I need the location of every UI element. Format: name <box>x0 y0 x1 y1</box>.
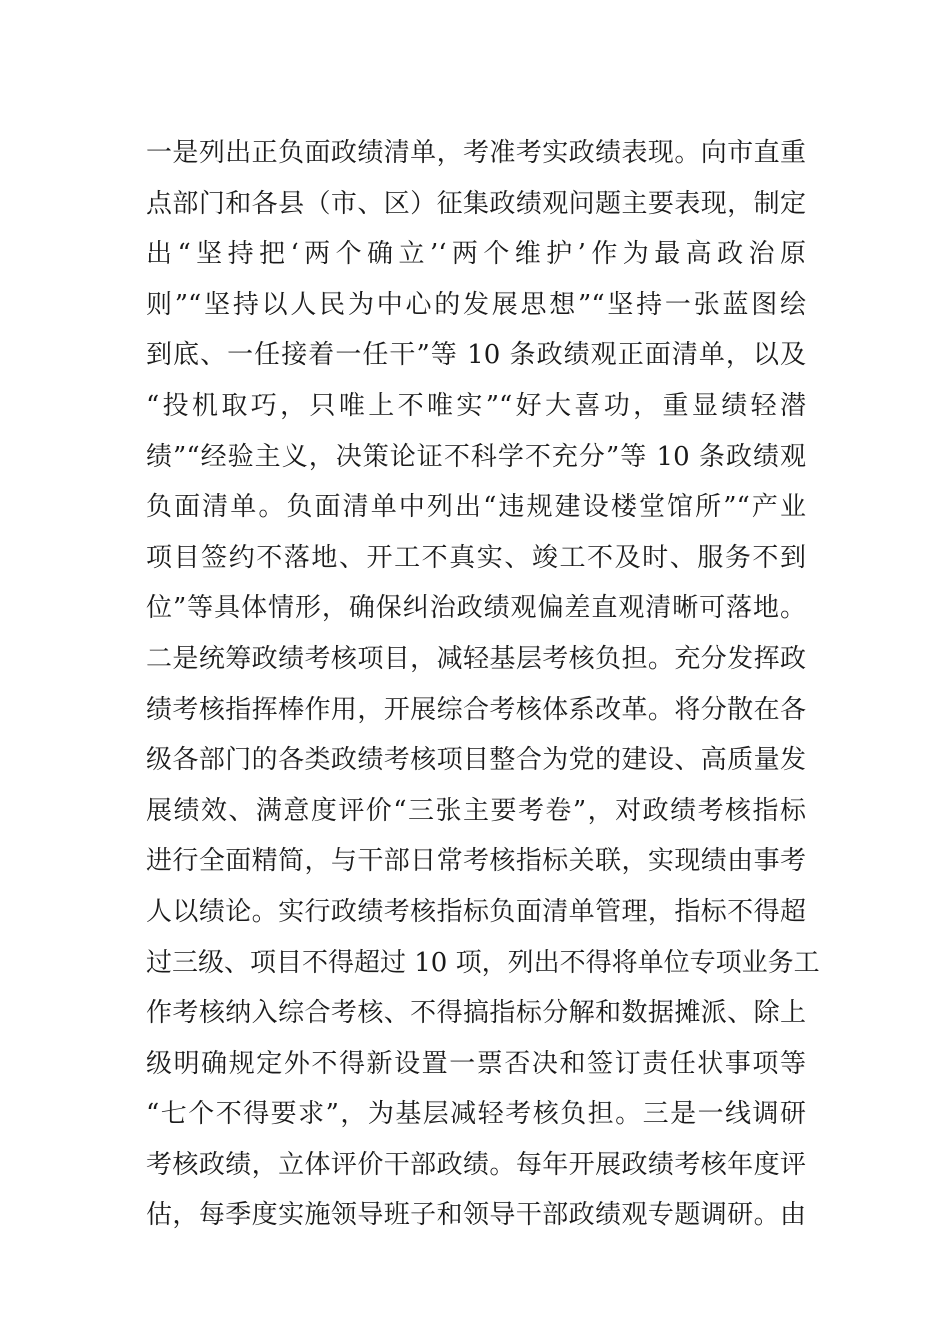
body-text <box>146 128 820 1241</box>
text-line: 展绩效、满意度评价“三张主要考卷”，对政绩考核指标 <box>146 795 806 826</box>
text-line: 过三级、项目不得超过 10 项，列出不得将单位专项业务工 <box>146 947 820 978</box>
text-line: 估，每季度实施领导班子和领导干部政绩观专题调研。由 <box>146 1200 806 1231</box>
text-line: 位”等具体情形，确保纠治政绩观偏差直观清晰可落地。 <box>146 593 806 624</box>
text-line: 进行全面精简，与干部日常考核指标关联，实现绩由事考 <box>146 846 806 877</box>
text-line: 二是统筹政绩考核项目，减轻基层考核负担。充分发挥政 <box>146 643 806 674</box>
text-line: 到底、一任接着一任干”等 10 条政绩观正面清单，以及 <box>146 340 806 371</box>
text-line: 出“坚持把‘两个确立’‘两个维护’作为最高政治原 <box>146 239 806 270</box>
text-line: 作考核纳入综合考核、不得搞指标分解和数据摊派、除上 <box>146 998 806 1029</box>
text-line: “七个不得要求”，为基层减轻考核负担。三是一线调研 <box>146 1099 806 1130</box>
text-line: 一是列出正负面政绩清单，考准考实政绩表现。向市直重 <box>146 138 806 168</box>
text-line: 点部门和各县（市、区）征集政绩观问题主要表现，制定 <box>146 188 806 219</box>
text-line: 绩”“经验主义，决策论证不科学不充分”等 10 条政绩观 <box>146 441 806 472</box>
text-line: 则”“坚持以人民为中心的发展思想”“坚持一张蓝图绘 <box>146 289 806 320</box>
text-line: 级明确规定外不得新设置一票否决和签订责任状事项等 <box>146 1048 806 1079</box>
text-line: 项目签约不落地、开工不真实、竣工不及时、服务不到 <box>146 542 806 573</box>
text-line: 绩考核指挥棒作用，开展综合考核体系改革。将分散在各 <box>146 694 806 725</box>
text-line: 负面清单。负面清单中列出“违规建设楼堂馆所”“产业 <box>146 492 806 523</box>
text-line: 人以绩论。实行政绩考核指标负面清单管理，指标不得超 <box>146 896 806 927</box>
text-line: 考核政绩，立体评价干部政绩。每年开展政绩考核年度评 <box>146 1149 806 1180</box>
text-line: “投机取巧，只唯上不唯实”“好大喜功，重显绩轻潜 <box>146 390 806 421</box>
text-line: 级各部门的各类政绩考核项目整合为党的建设、高质量发 <box>146 745 806 776</box>
